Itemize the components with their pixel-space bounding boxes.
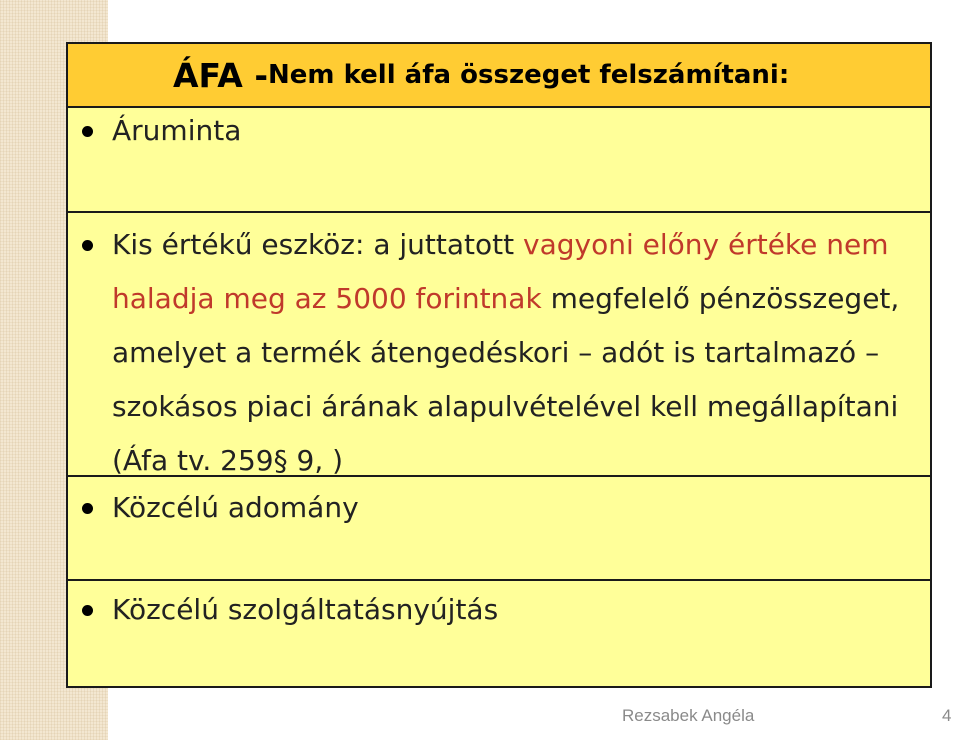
table-row (68, 581, 930, 686)
footer-author: Rezsabek Angéla (622, 706, 755, 725)
bullet-icon (82, 605, 93, 616)
table-row (68, 108, 930, 213)
list-item-aruminta: Áruminta (112, 114, 242, 147)
list-item-kozcelu-szolgaltatas: Közcélú szolgáltatásnyújtás (112, 593, 499, 626)
item-text-part: megfelelő pénzösszeget, amelyet a termék átengedéskori – adót is tartalmazó – szokásos piaci árának alapulvételével kell megállapítani (Áfa tv. 259§ 9, ) (112, 282, 900, 477)
bullet-icon (82, 126, 93, 137)
bullet-icon (82, 240, 93, 251)
title-main: ÁFA - (173, 55, 269, 95)
title-subtitle: Nem kell áfa összeget felszámítani: (268, 60, 790, 90)
item-text-part: Kis értékű eszköz: a juttatott (112, 228, 523, 261)
page-number: 4 (942, 706, 952, 725)
content-table (66, 42, 932, 688)
list-item-kozcelu-adomany: Közcélú adomány (112, 491, 359, 524)
table-header-row (68, 44, 930, 108)
table-row (68, 213, 930, 477)
bullet-icon (82, 503, 93, 514)
list-item-kis-erteku-eszkoz (112, 218, 912, 488)
item-text-highlight: vagyoni előny értéke nem haladja meg az 5000 forintnak (112, 228, 889, 315)
table-row (68, 477, 930, 581)
